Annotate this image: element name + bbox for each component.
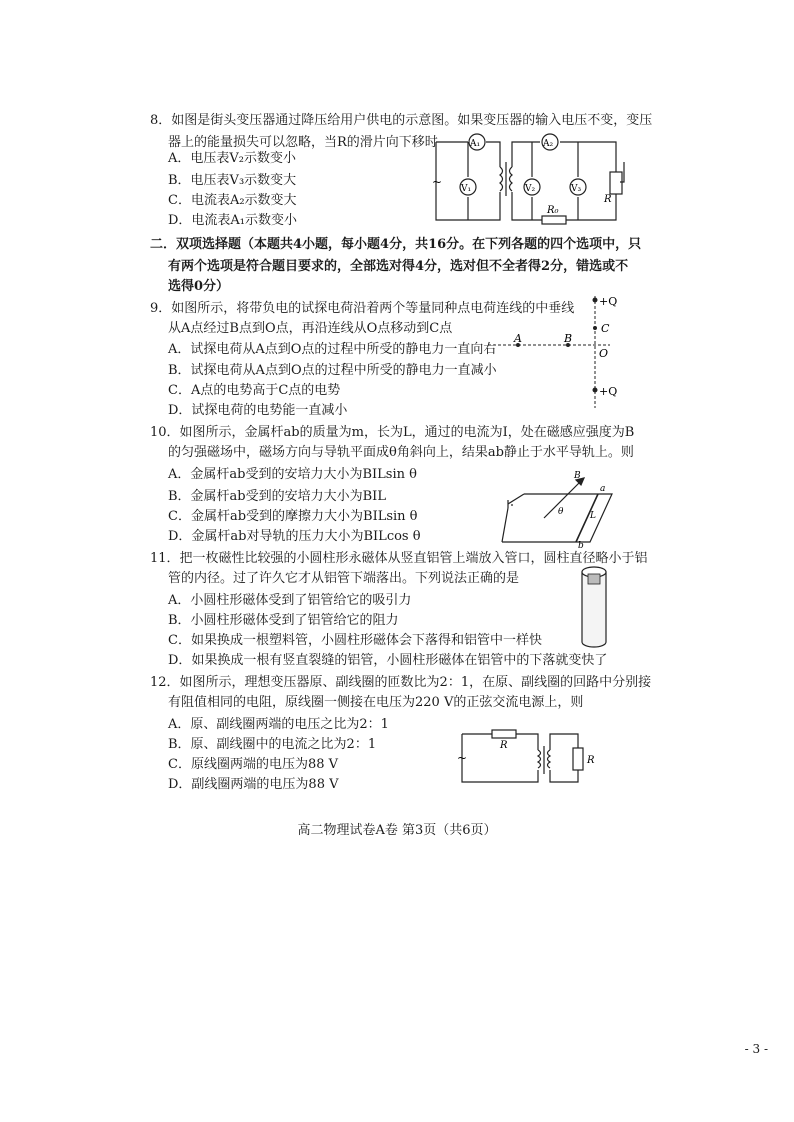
q9-option-c: C．A点的电势高于C点的电势: [168, 383, 341, 398]
q9-stem-line2: 从A点经过B点到O点，再沿连线从O点移动到C点: [168, 321, 453, 336]
q9-stem-line1: 9．如图所示，将带负电的试探电荷沿着两个等量同种点电荷连线的中垂线: [150, 301, 575, 316]
q8-ac-source-symbol: ~: [432, 175, 443, 189]
q10-stem-line2: 的匀强磁场中，磁场方向与导轨平面成θ角斜向上，结果ab静止于水平导轨上。则: [168, 445, 634, 460]
q8-resistor-r0: [542, 216, 566, 224]
page-footer: 高二物理试卷A卷 第3页（共6页）: [297, 823, 497, 838]
q9-option-b: B．试探电荷从A点到O点的过程中所受的静电力一直减小: [168, 363, 497, 378]
q12-stem-line1: 12．如图所示，理想变压器原、副线圈的匝数比为2：1，在原、副线圈的回路中分别接: [150, 675, 652, 690]
section2-heading-line1: 二．双项选择题（本题共4小题，每小题4分，共16分。在下列各题的四个选项中，只: [150, 237, 642, 252]
q10-field-b-label: B: [574, 471, 581, 481]
q12-resistor-secondary-label: R: [587, 755, 595, 766]
q8-resistor-r0-label: R₀: [547, 205, 559, 216]
q8-ammeter-a1-label: A₁: [470, 139, 481, 149]
q10-angle-theta-label: θ: [558, 507, 564, 517]
section2-heading-line2: 有两个选项是符合题目要求的，全部选对得4分，选对但不全者得2分，错选或不: [168, 259, 629, 274]
q9-charges-diagram: [488, 292, 628, 412]
q9-point-b-label: B: [564, 332, 573, 345]
q12-option-b: B．原、副线圈中的电流之比为2：1: [168, 737, 377, 752]
q12-option-d: D．副线圈两端的电压为88 V: [168, 777, 339, 792]
q11-option-d: D．如果换成一根有竖直裂缝的铝管，小圆柱形磁体在铝管中的下落就变快了: [168, 653, 608, 668]
q9-charge-bottom-label: +Q: [599, 385, 618, 398]
q8-option-d: D．电流表A₁示数变小: [168, 213, 298, 228]
q9-charge-top: [593, 298, 598, 303]
q10-rod-end-b-label: b: [578, 541, 584, 548]
q8-option-b: B．电压表V₃示数变大: [168, 173, 297, 188]
q11-stem-line1: 11．把一枚磁性比较强的小圆柱形永磁体从竖直铝管上端放入管口，圆柱直径略小于铝: [150, 551, 648, 566]
q11-stem-line2: 管的内径。过了许久它才从铝管下端落出。下列说法正确的是: [168, 571, 520, 586]
q9-option-d: D．试探电荷的电势能一直减小: [168, 403, 348, 418]
q11-aluminum-tube-diagram: [576, 564, 612, 652]
q9-option-a: A．试探电荷从A点到O点的过程中所受的静电力一直向右: [168, 342, 497, 357]
q8-rheostat-r-label: R: [604, 194, 612, 205]
q8-stem-line1: 8．如图是街头变压器通过降压给用户供电的示意图。如果变压器的输入电压不变，变压: [150, 113, 653, 128]
q8-voltmeter-v3-label: V₃: [571, 184, 582, 194]
q8-stem-line2: 器上的能量损失可以忽略，当R的滑片向下移时: [168, 135, 438, 150]
q12-resistor-secondary: [573, 748, 583, 770]
q9-point-c: [593, 326, 597, 330]
q10-option-c: C．金属杆ab受到的摩擦力大小为BILsin θ: [168, 509, 418, 524]
q10-option-a: A．金属杆ab受到的安培力大小为BILsin θ: [168, 467, 417, 482]
q12-ac-source-symbol: ~: [457, 751, 468, 765]
q12-stem-line2: 有阻值相同的电阻，原线圈一侧接在电压为220 V的正弦交流电源上，则: [168, 695, 584, 710]
q10-length-l-label: L: [590, 511, 596, 521]
q11-option-c: C．如果换成一根塑料管，小圆柱形磁体会下落得和铝管中一样快: [168, 633, 542, 648]
q9-charge-bottom: [593, 388, 598, 393]
q8-option-a: A．电压表V₂示数变小: [168, 151, 296, 166]
q8-voltmeter-v2-label: V₂: [525, 184, 536, 194]
q9-point-o-label: O: [599, 347, 609, 360]
q10-stem-line1: 10．如图所示，金属杆ab的质量为m，长为L，通过的电流为I，处在磁感应强度为B: [150, 425, 635, 440]
q10-rod-end-a-label: a: [600, 484, 606, 494]
q10-rail-diagram: [494, 466, 624, 548]
page-number: - 3 -: [744, 1042, 768, 1056]
q12-option-c: C．原线圈两端的电压为88 V: [168, 757, 339, 772]
q11-option-a: A．小圆柱形磁体受到了铝管给它的吸引力: [168, 593, 412, 608]
q8-option-c: C．电流表A₂示数变大: [168, 193, 297, 208]
q8-ammeter-a2-label: A₂: [543, 139, 554, 149]
q10-option-b: B．金属杆ab受到的安培力大小为BIL: [168, 489, 386, 504]
q9-point-c-label: C: [601, 322, 610, 335]
q11-option-b: B．小圆柱形磁体受到了铝管给它的阻力: [168, 613, 399, 628]
q12-transformer-diagram: [454, 724, 604, 788]
q12-resistor-primary: [492, 730, 516, 738]
q11-magnet: [588, 574, 600, 584]
q9-charge-top-label: +Q: [599, 295, 618, 308]
q8-voltmeter-v1-label: V₁: [461, 184, 472, 194]
q9-point-a-label: A: [514, 332, 522, 345]
q12-resistor-primary-label: R: [500, 740, 508, 751]
section2-heading-line3: 选得0分）: [168, 279, 230, 294]
q8-transformer-circuit-diagram: [428, 132, 628, 232]
q12-option-a: A．原、副线圈两端的电压之比为2：1: [168, 717, 389, 732]
q10-option-d: D．金属杆ab对导轨的压力大小为BILcos θ: [168, 529, 421, 544]
